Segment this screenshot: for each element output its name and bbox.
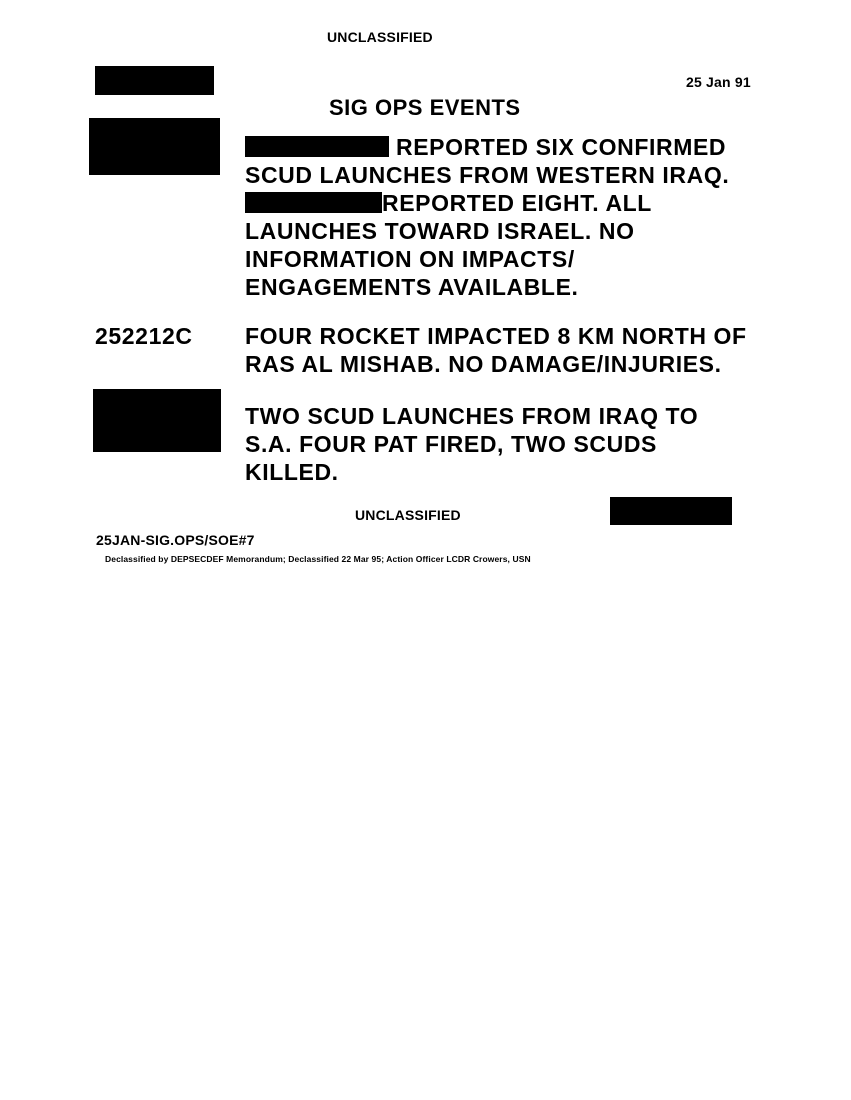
entry-2-time: 252212C: [95, 323, 193, 349]
entry-3-text: [245, 402, 698, 486]
redaction-block: [93, 389, 221, 452]
entry-3-line-2: S.A. FOUR PAT FIRED, TWO SCUDS: [245, 431, 657, 457]
entry-2-line-1: FOUR ROCKET IMPACTED 8 KM NORTH OF: [245, 323, 747, 349]
entry-1-text: [245, 133, 729, 301]
entry-1-line-6: ENGAGEMENTS AVAILABLE.: [245, 274, 579, 300]
inline-redaction: [245, 192, 382, 213]
file-identifier: 25JAN-SIG.OPS/SOE#7: [96, 532, 255, 548]
entry-3-line-3: KILLED.: [245, 459, 339, 485]
entry-1-line-4: LAUNCHES TOWARD ISRAEL. NO: [245, 218, 635, 244]
entry-3-line-1: TWO SCUD LAUNCHES FROM IRAQ TO: [245, 403, 699, 429]
redaction-block: [89, 118, 220, 175]
document-date: 25 Jan 91: [686, 74, 751, 90]
entry-1-line-3: REPORTED EIGHT. ALL: [245, 189, 729, 217]
redaction-block: [95, 66, 214, 95]
entry-1-line-1: REPORTED SIX CONFIRMED: [245, 133, 729, 161]
page-title: SIG OPS EVENTS: [329, 95, 521, 120]
inline-redaction: [245, 136, 389, 157]
header-classification: UNCLASSIFIED: [327, 29, 433, 45]
entry-2-text: [245, 322, 747, 378]
declassification-notice: Declassified by DEPSECDEF Memorandum; Declassified 22 Mar 95; Action Officer LCDR Crowers, USN: [105, 554, 531, 564]
redaction-block: [610, 497, 732, 525]
entry-2-line-2: RAS AL MISHAB. NO DAMAGE/INJURIES.: [245, 351, 722, 377]
entry-1-line-2: SCUD LAUNCHES FROM WESTERN IRAQ.: [245, 162, 730, 188]
entry-1-line-5: INFORMATION ON IMPACTS/: [245, 246, 575, 272]
footer-classification: UNCLASSIFIED: [355, 507, 461, 523]
